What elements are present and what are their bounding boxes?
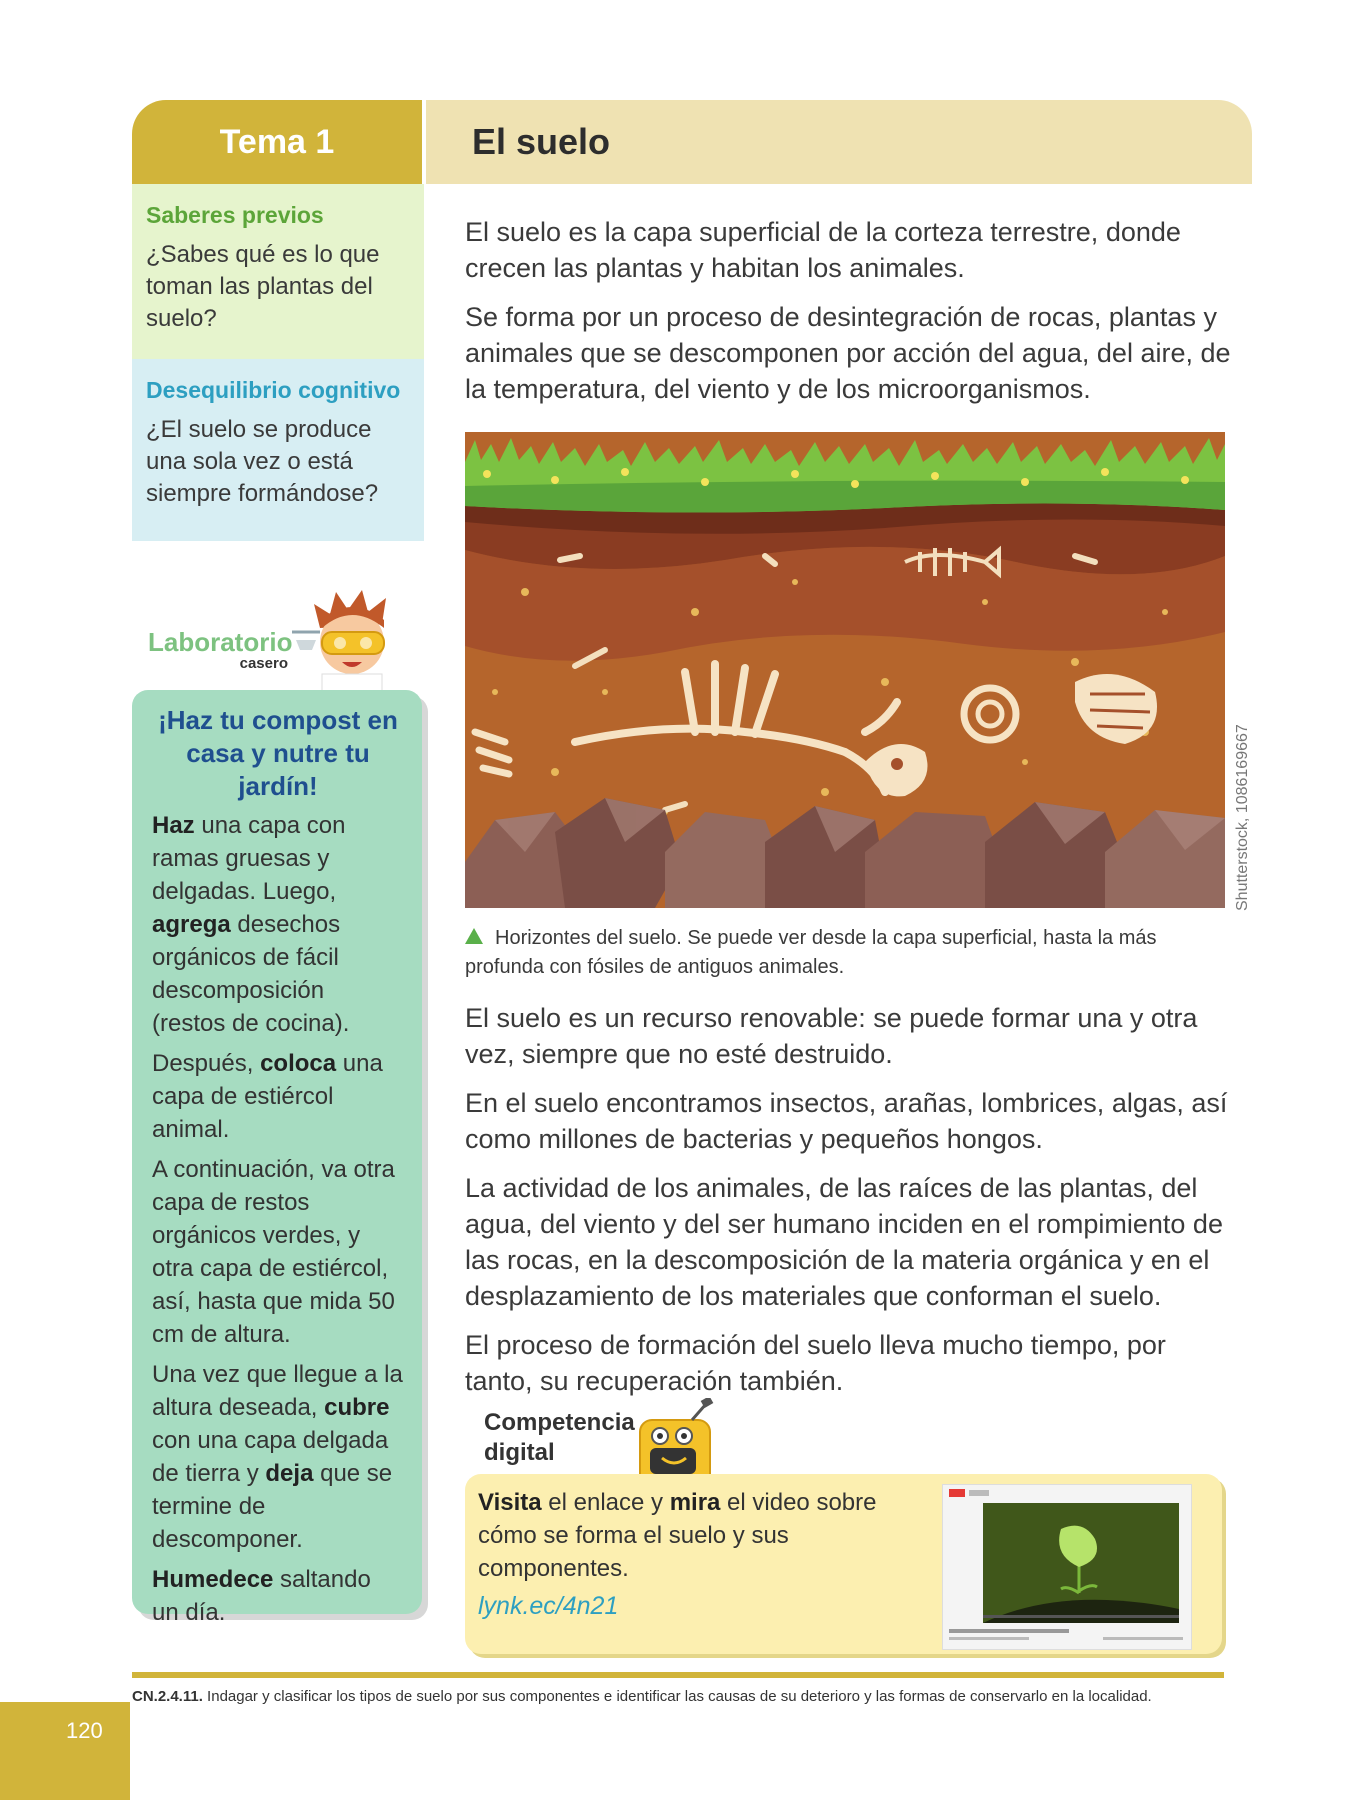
compost-title: ¡Haz tu compost en casa y nutre tu jardín! bbox=[158, 705, 398, 801]
body-paragraph-3: La actividad de los animales, de las raíces de las plantas, del agua, del viento y del ser humano inciden en el rompimiento de las rocas, en la descomposición de la materia orgánica y en el desplazamiento de los materiales que conforman el suelo. bbox=[465, 1173, 1223, 1311]
competencia-digital-text: Visita el enlace y mira el video sobre cómo se forma el suelo y sus componentes. bbox=[478, 1489, 877, 1582]
image-credit: Shutterstock, 1086169667 bbox=[1234, 724, 1251, 911]
saberes-previos-box bbox=[132, 184, 424, 359]
soil-horizons-illustration bbox=[465, 432, 1225, 908]
body-paragraph-2: En el suelo encontramos insectos, arañas, lombrices, algas, así como millones de bacterias y pequeños hongos. bbox=[465, 1088, 1228, 1154]
intro-paragraph-2: Se forma por un proceso de desintegración de rocas, plantas y animales que se descomponen por acción del agua, del aire, de la temperatura, del viento y de los microorganismos. bbox=[465, 302, 1231, 404]
saberes-previos-title: Saberes previos bbox=[146, 202, 324, 228]
laboratorio-title: Laboratorio bbox=[148, 627, 293, 657]
tema-tab: Tema 1 bbox=[132, 100, 422, 184]
triangle-bullet-icon bbox=[465, 928, 483, 944]
compost-step-5: Humedece saltando un día. bbox=[152, 1566, 371, 1626]
compost-step-3: A continuación, va otra capa de restos orgánicos verdes, y otra capa de estiércol, así, hasta que mida 50 cm de altura. bbox=[152, 1156, 395, 1348]
video-link[interactable]: lynk.ec/4n21 bbox=[478, 1592, 619, 1620]
body-paragraph-1: El suelo es un recurso renovable: se puede formar una y otra vez, siempre que no esté destruido. bbox=[465, 1003, 1198, 1069]
desequilibrio-text: ¿El suelo se produce una sola vez o está siempre formándose? bbox=[146, 416, 379, 507]
page-number: 120 bbox=[0, 1702, 130, 1800]
intro-text bbox=[465, 214, 1235, 420]
desequilibrio-title: Desequilibrio cognitivo bbox=[146, 377, 401, 403]
competencia-digital-label: Competencia digital bbox=[484, 1409, 635, 1466]
desequilibrio-box bbox=[132, 359, 424, 541]
intro-paragraph-1: El suelo es la capa superficial de la corteza terrestre, donde crecen las plantas y habitan los animales. bbox=[465, 217, 1181, 283]
video-thumbnail[interactable] bbox=[942, 1484, 1192, 1650]
compost-step-2: Después, coloca una capa de estiércol animal. bbox=[152, 1050, 383, 1143]
curriculum-objective: CN.2.4.11. Indagar y clasificar los tipos de suelo por sus componentes e identificar las causas de su deterioro y las formas de conservarlo en la localidad. bbox=[132, 1688, 1152, 1705]
saberes-previos-text: ¿Sabes qué es lo que toman las plantas del suelo? bbox=[146, 241, 380, 332]
body-text bbox=[465, 1000, 1235, 1412]
scientist-kid-icon bbox=[292, 584, 412, 704]
body-paragraph-4: El proceso de formación del suelo lleva mucho tiempo, por tanto, su recuperación también. bbox=[465, 1330, 1166, 1396]
compost-step-4: Una vez que llegue a la altura deseada, cubre con una capa delgada de tierra y deja que se termine de descomponer. bbox=[152, 1361, 403, 1553]
figure-caption: Horizontes del suelo. Se puede ver desde la capa superficial, hasta la más profunda con fósiles de antiguos animales. bbox=[465, 927, 1157, 978]
compost-step-1: Haz una capa con ramas gruesas y delgadas. Luego, agrega desechos orgánicos de fácil descomposición (restos de cocina). bbox=[152, 812, 350, 1037]
laboratorio-subtitle: casero bbox=[239, 655, 288, 672]
laboratorio-label bbox=[148, 627, 293, 672]
page-title: El suelo bbox=[426, 100, 1252, 184]
footer-divider bbox=[132, 1672, 1224, 1678]
compost-activity-box bbox=[132, 690, 422, 1626]
